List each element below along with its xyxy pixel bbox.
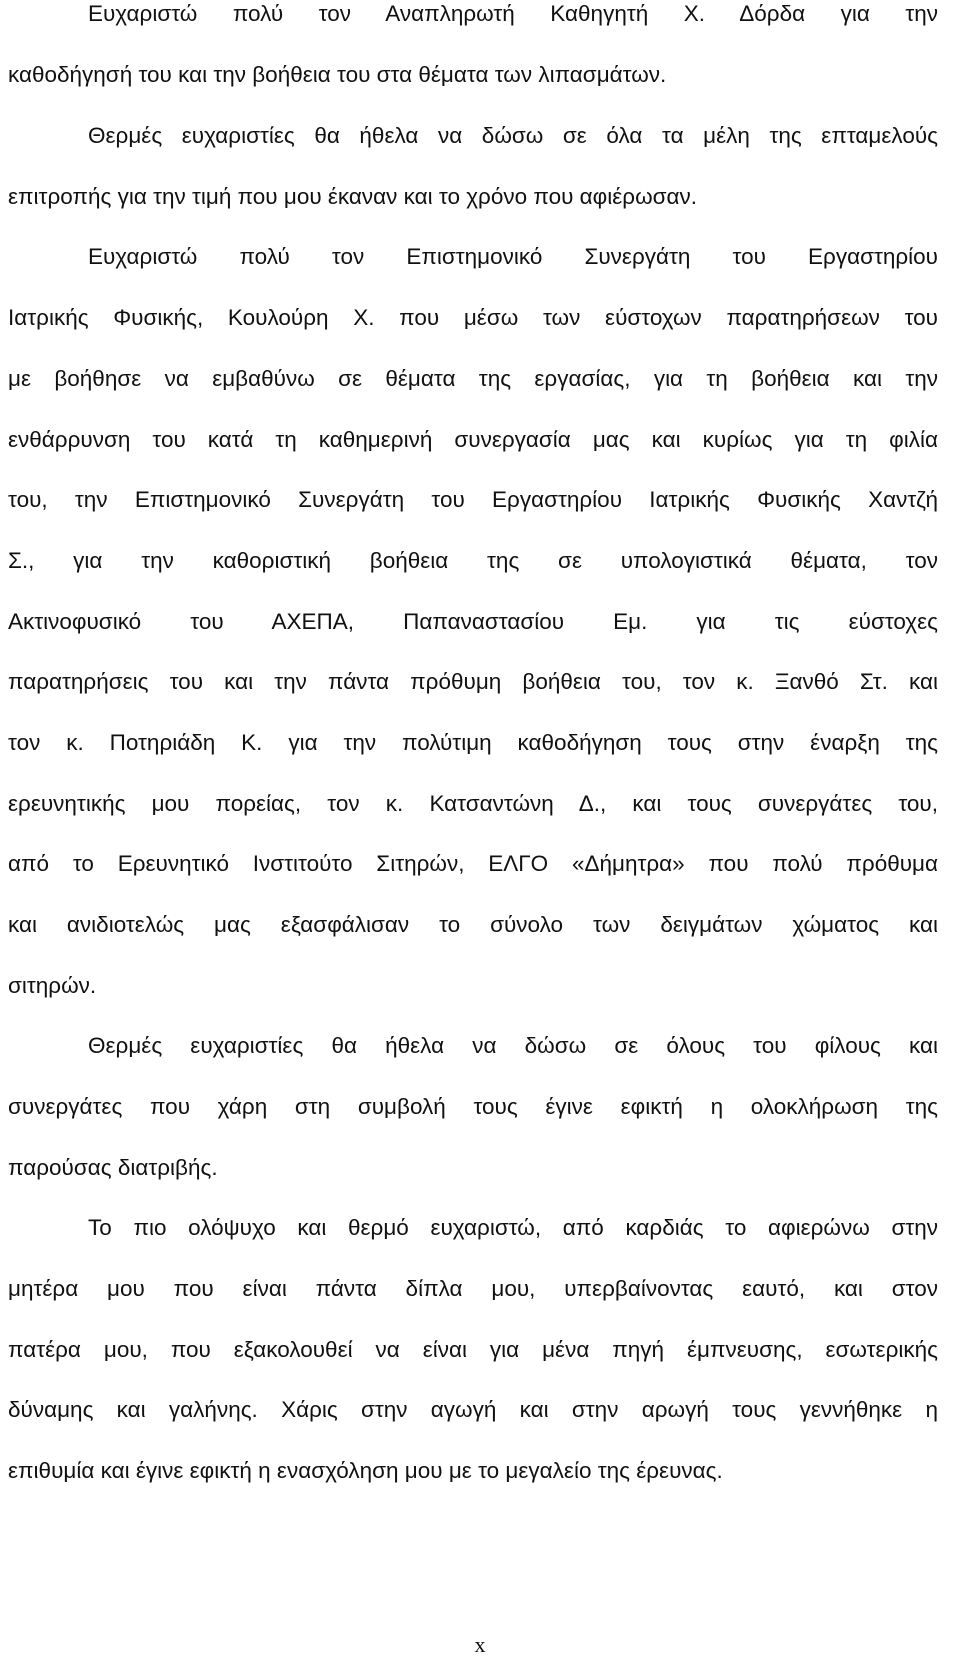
text-line: δύναμης και γαλήνης. Χάρις στην αγωγή και στην αρωγή τους γεννήθηκε η: [8, 1397, 938, 1422]
text-line: παρούσας διατριβής.: [8, 1155, 218, 1180]
text-line: επιθυμία και έγινε εφικτή η ενασχόληση μου με το μεγαλείο της έρευνας.: [8, 1458, 723, 1483]
text-line: τον κ. Ποτηριάδη Κ. για την πολύτιμη καθοδήγηση τους στην έναρξη της: [8, 730, 938, 755]
text-line: Το πιο ολόψυχο και θερμό ευχαριστώ, από καρδιάς το αφιερώνω στην: [88, 1215, 938, 1240]
text-line: Θερμές ευχαριστίες θα ήθελα να δώσω σε όλα τα μέλη της επταμελούς: [88, 123, 938, 148]
page-number: x: [474, 1632, 486, 1657]
text-line: Ευχαριστώ πολύ τον Επιστημονικό Συνεργάτη του Εργαστηρίου: [88, 244, 938, 269]
text-line: μητέρα μου που είναι πάντα δίπλα μου, υπερβαίνοντας εαυτό, και στον: [8, 1276, 938, 1301]
text-line: Ευχαριστώ πολύ τον Αναπληρωτή Καθηγητή Χ. Δόρδα για την: [88, 1, 938, 26]
text-line: από το Ερευνητικό Ινστιτούτο Σιτηρών, ΕΛΓΟ «Δήμητρα» που πολύ πρόθυμα: [8, 851, 938, 876]
text-line: σιτηρών.: [8, 973, 97, 998]
text-line: του, την Επιστημονικό Συνεργάτη του Εργαστηρίου Ιατρικής Φυσικής Χαντζή: [8, 487, 938, 512]
text-line: συνεργάτες που χάρη στη συμβολή τους έγινε εφικτή η ολοκλήρωση της: [8, 1094, 938, 1119]
text-line: Ιατρικής Φυσικής, Κουλούρη Χ. που μέσω των εύστοχων παρατηρήσεων του: [8, 305, 938, 330]
text-line: επιτροπής για την τιμή που μου έκαναν και το χρόνο που αφιέρωσαν.: [8, 184, 698, 209]
text-line: ενθάρρυνση του κατά τη καθημερινή συνεργασία μας και κυρίως για τη φιλία: [8, 427, 938, 452]
text-line: καθοδήγησή του και την βοήθεια του στα θέματα των λιπασμάτων.: [8, 62, 667, 87]
text-line: Σ., για την καθοριστική βοήθεια της σε υπολογιστικά θέματα, τον: [8, 548, 938, 573]
text-line: πατέρα μου, που εξακολουθεί να είναι για μένα πηγή έμπνευσης, εσωτερικής: [8, 1337, 938, 1362]
text-line: Θερμές ευχαριστίες θα ήθελα να δώσω σε όλους του φίλους και: [88, 1033, 938, 1058]
text-line: παρατηρήσεις του και την πάντα πρόθυμη βοήθεια του, τον κ. Ξανθό Στ. και: [8, 669, 938, 694]
text-line: με βοήθησε να εμβαθύνω σε θέματα της εργασίας, για τη βοήθεια και την: [8, 366, 938, 391]
text-line: ερευνητικής μου πορείας, τον κ. Κατσαντώνη Δ., και τους συνεργάτες του,: [8, 791, 938, 816]
text-line: Ακτινοφυσικό του ΑΧΕΠΑ, Παπαναστασίου Εμ. για τις εύστοχες: [8, 609, 938, 634]
text-line: και ανιδιοτελώς μας εξασφάλισαν το σύνολο των δειγμάτων χώματος και: [8, 912, 938, 937]
